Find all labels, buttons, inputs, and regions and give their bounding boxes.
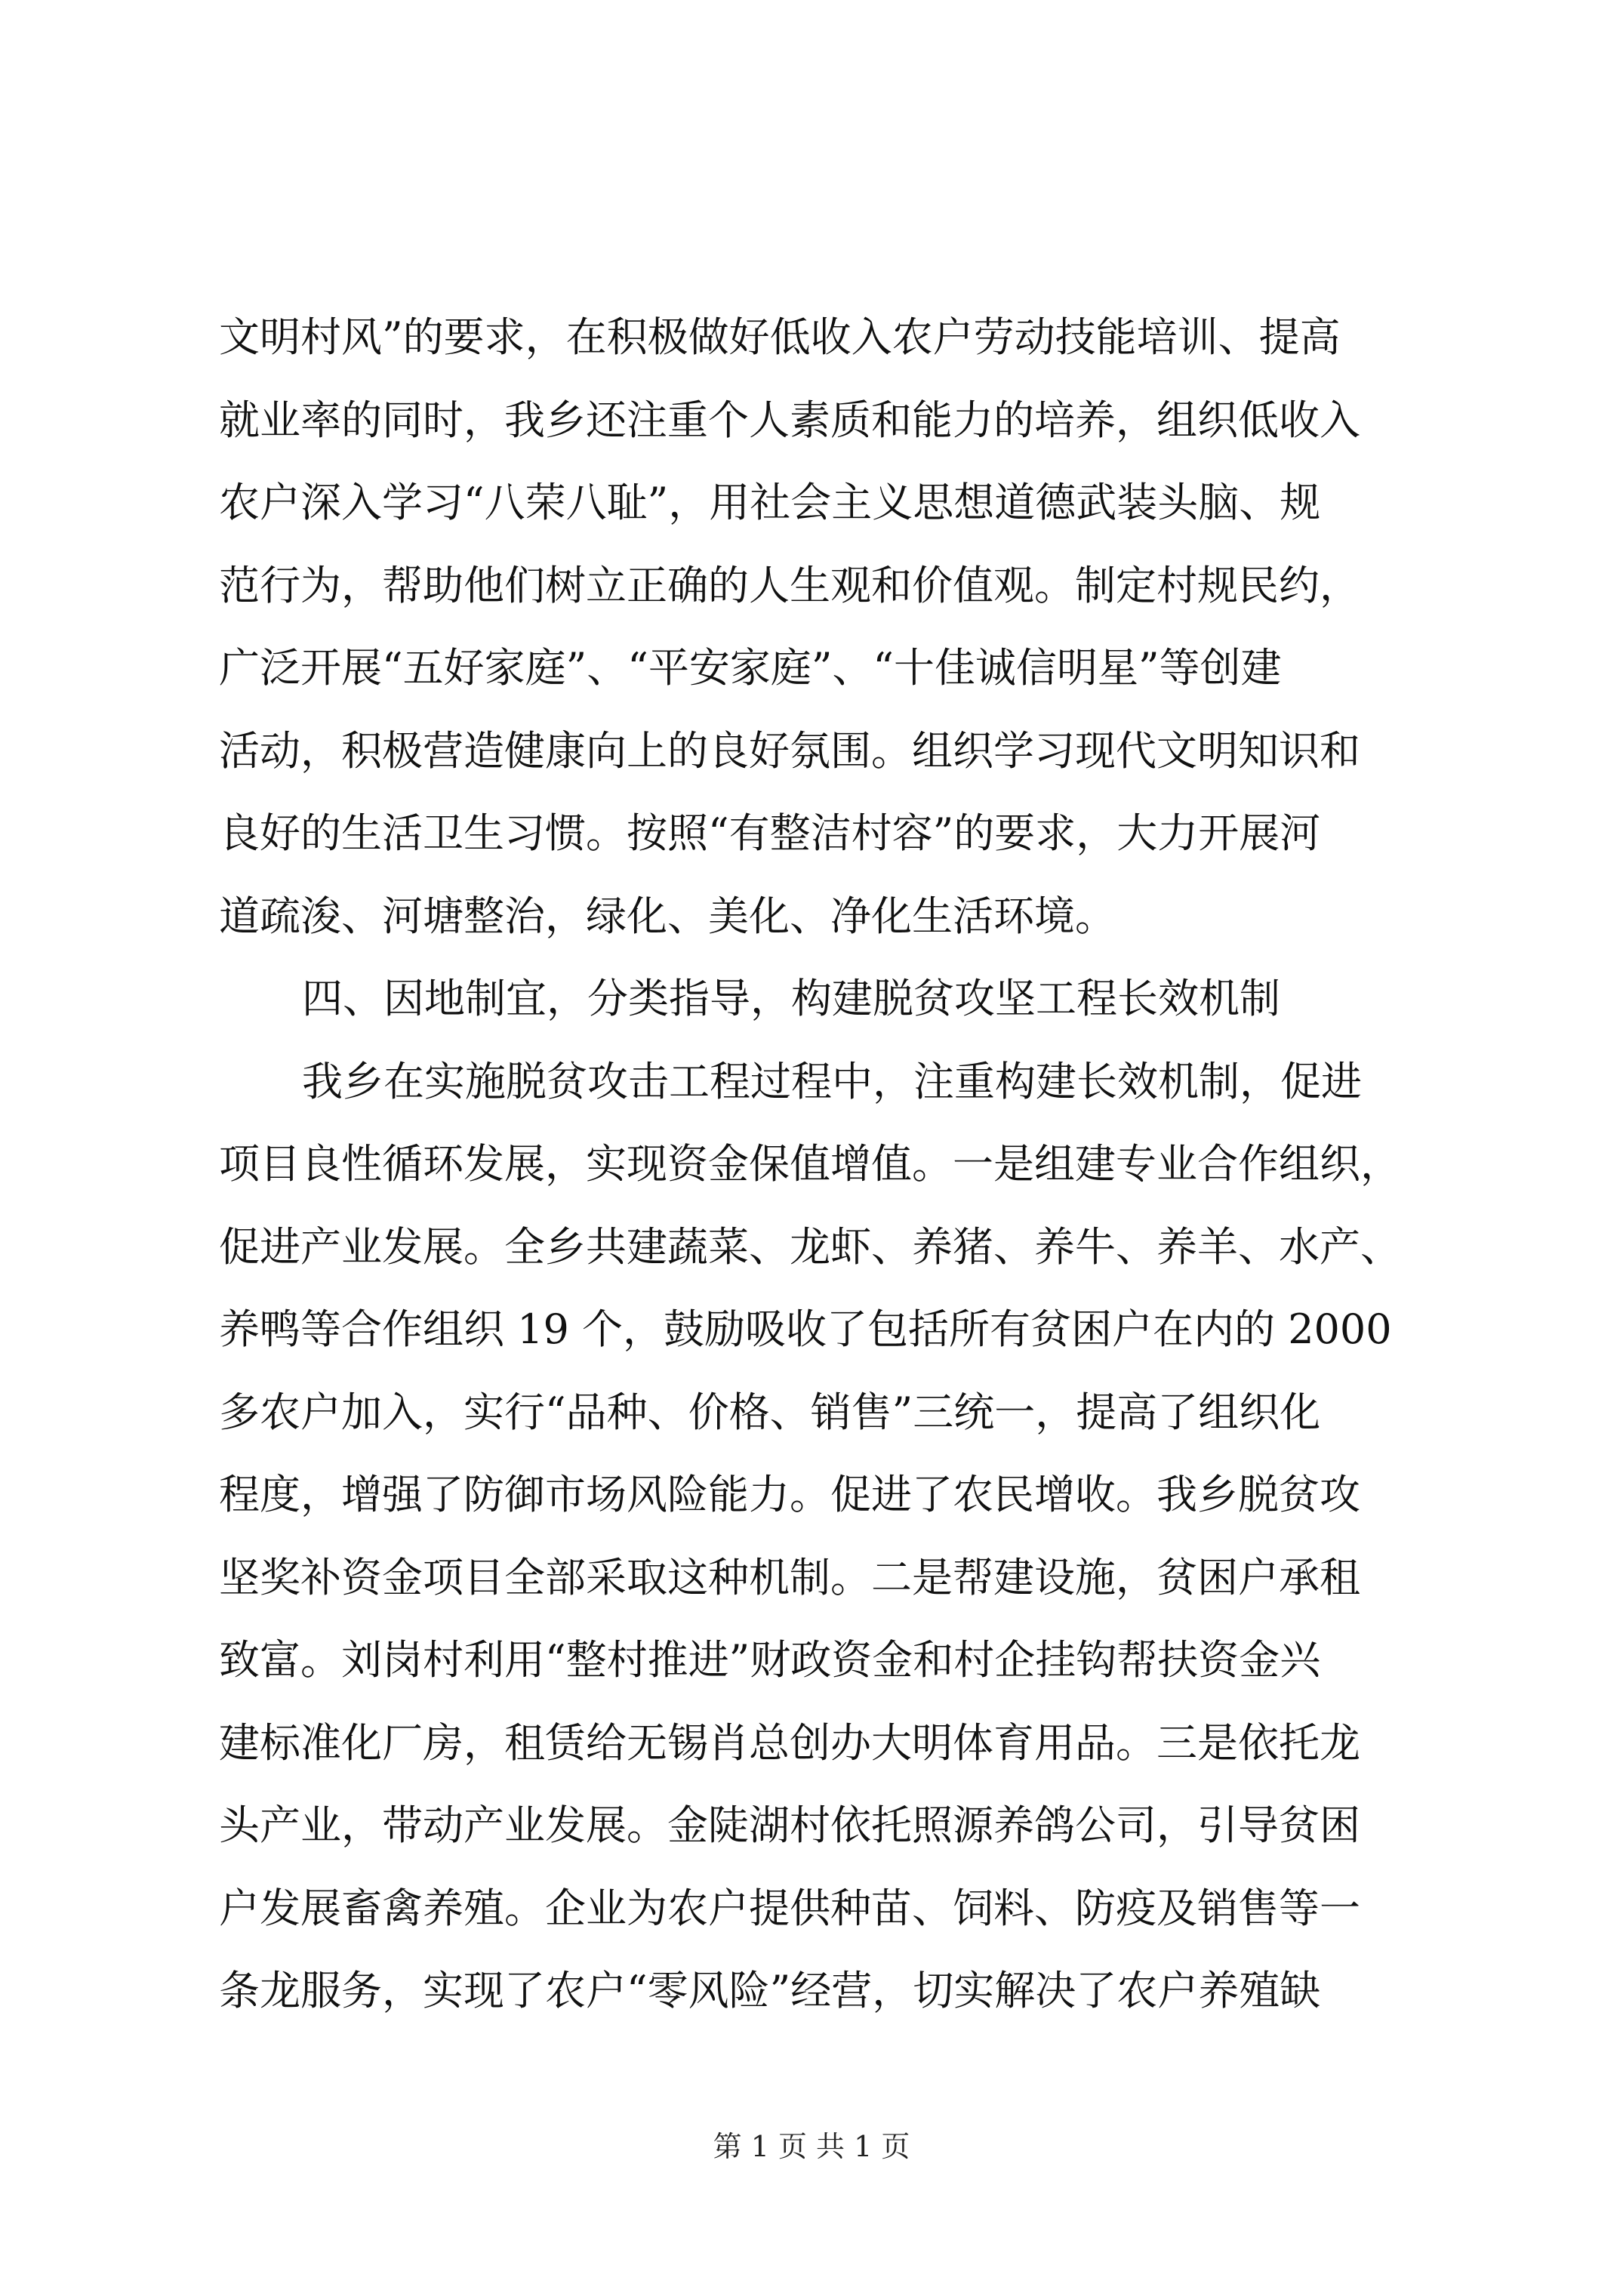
text-line: 促进产业发展。全乡共建蔬菜、龙虾、养猪、养牛、养羊、水产、: [219, 1222, 1401, 1271]
text-line: 就业率的同时，我乡还注重个人素质和能力的培养，组织低收入: [219, 396, 1360, 444]
text-line: 条龙服务，实现了农户“零风险”经营，切实解决了农户养殖缺: [219, 1967, 1321, 2014]
text-line: 农户深入学习“八荣八耻”，用社会主义思想道德武装头脑、规: [219, 479, 1321, 526]
paragraph-first-line: 我乡在实施脱贫攻击工程过程中，注重构建长效机制，促进: [302, 1057, 1362, 1105]
text-line: 多农户加入，实行“品种、价格、销售”三统一，提高了组织化: [219, 1388, 1321, 1436]
text-line: 建标准化厂房，租赁给无锡肖总创办大明体育用品。三是依托龙: [219, 1718, 1360, 1767]
text-line: 头产业，带动产业发展。金陡湖村依托照源养鸽公司，引导贫困: [219, 1801, 1360, 1849]
text-line: 致富。刘岗村利用“整村推进”财政资金和村企挂钩帮扶资金兴: [219, 1636, 1321, 1684]
text-line: 程度，增强了防御市场风险能力。促进了农民增收。我乡脱贫攻: [219, 1471, 1360, 1518]
text-line: 活动，积极营造健康向上的良好氛围。组织学习现代文明知识和: [219, 726, 1360, 775]
page-footer: 第 1 页 共 1 页: [713, 2130, 910, 2163]
text-line: 良好的生活卫生习惯。按照“有整洁村容”的要求，大力开展河: [219, 809, 1321, 857]
text-line: 坚奖补资金项目全部采取这种机制。二是帮建设施，贫困户承租: [219, 1553, 1360, 1601]
text-line: 项目良性循环发展，实现资金保值增值。一是组建专业合作组织，: [219, 1140, 1401, 1188]
section-heading: 四、因地制宜，分类指导，构建脱贫攻坚工程长效机制: [302, 975, 1280, 1022]
text-line: 养鸭等合作组织 19 个，鼓励吸收了包括所有贫困户在内的 2000: [219, 1305, 1392, 1353]
text-line: 范行为，帮助他们树立正确的人生观和价值观。制定村规民约，: [219, 561, 1360, 609]
text-line: 道疏浚、河塘整治，绿化、美化、净化生活环境。: [219, 892, 1116, 940]
text-line: 户发展畜禽养殖。企业为农户提供种苗、饲料、防疫及销售等一: [219, 1884, 1360, 1932]
text-line: 广泛开展“五好家庭”、“平安家庭”、“十佳诚信明星”等创建: [219, 644, 1282, 692]
document-body: [219, 296, 1433, 2032]
text-line: 文明村风”的要求，在积极做好低收入农户劳动技能培训、提高: [219, 313, 1341, 361]
